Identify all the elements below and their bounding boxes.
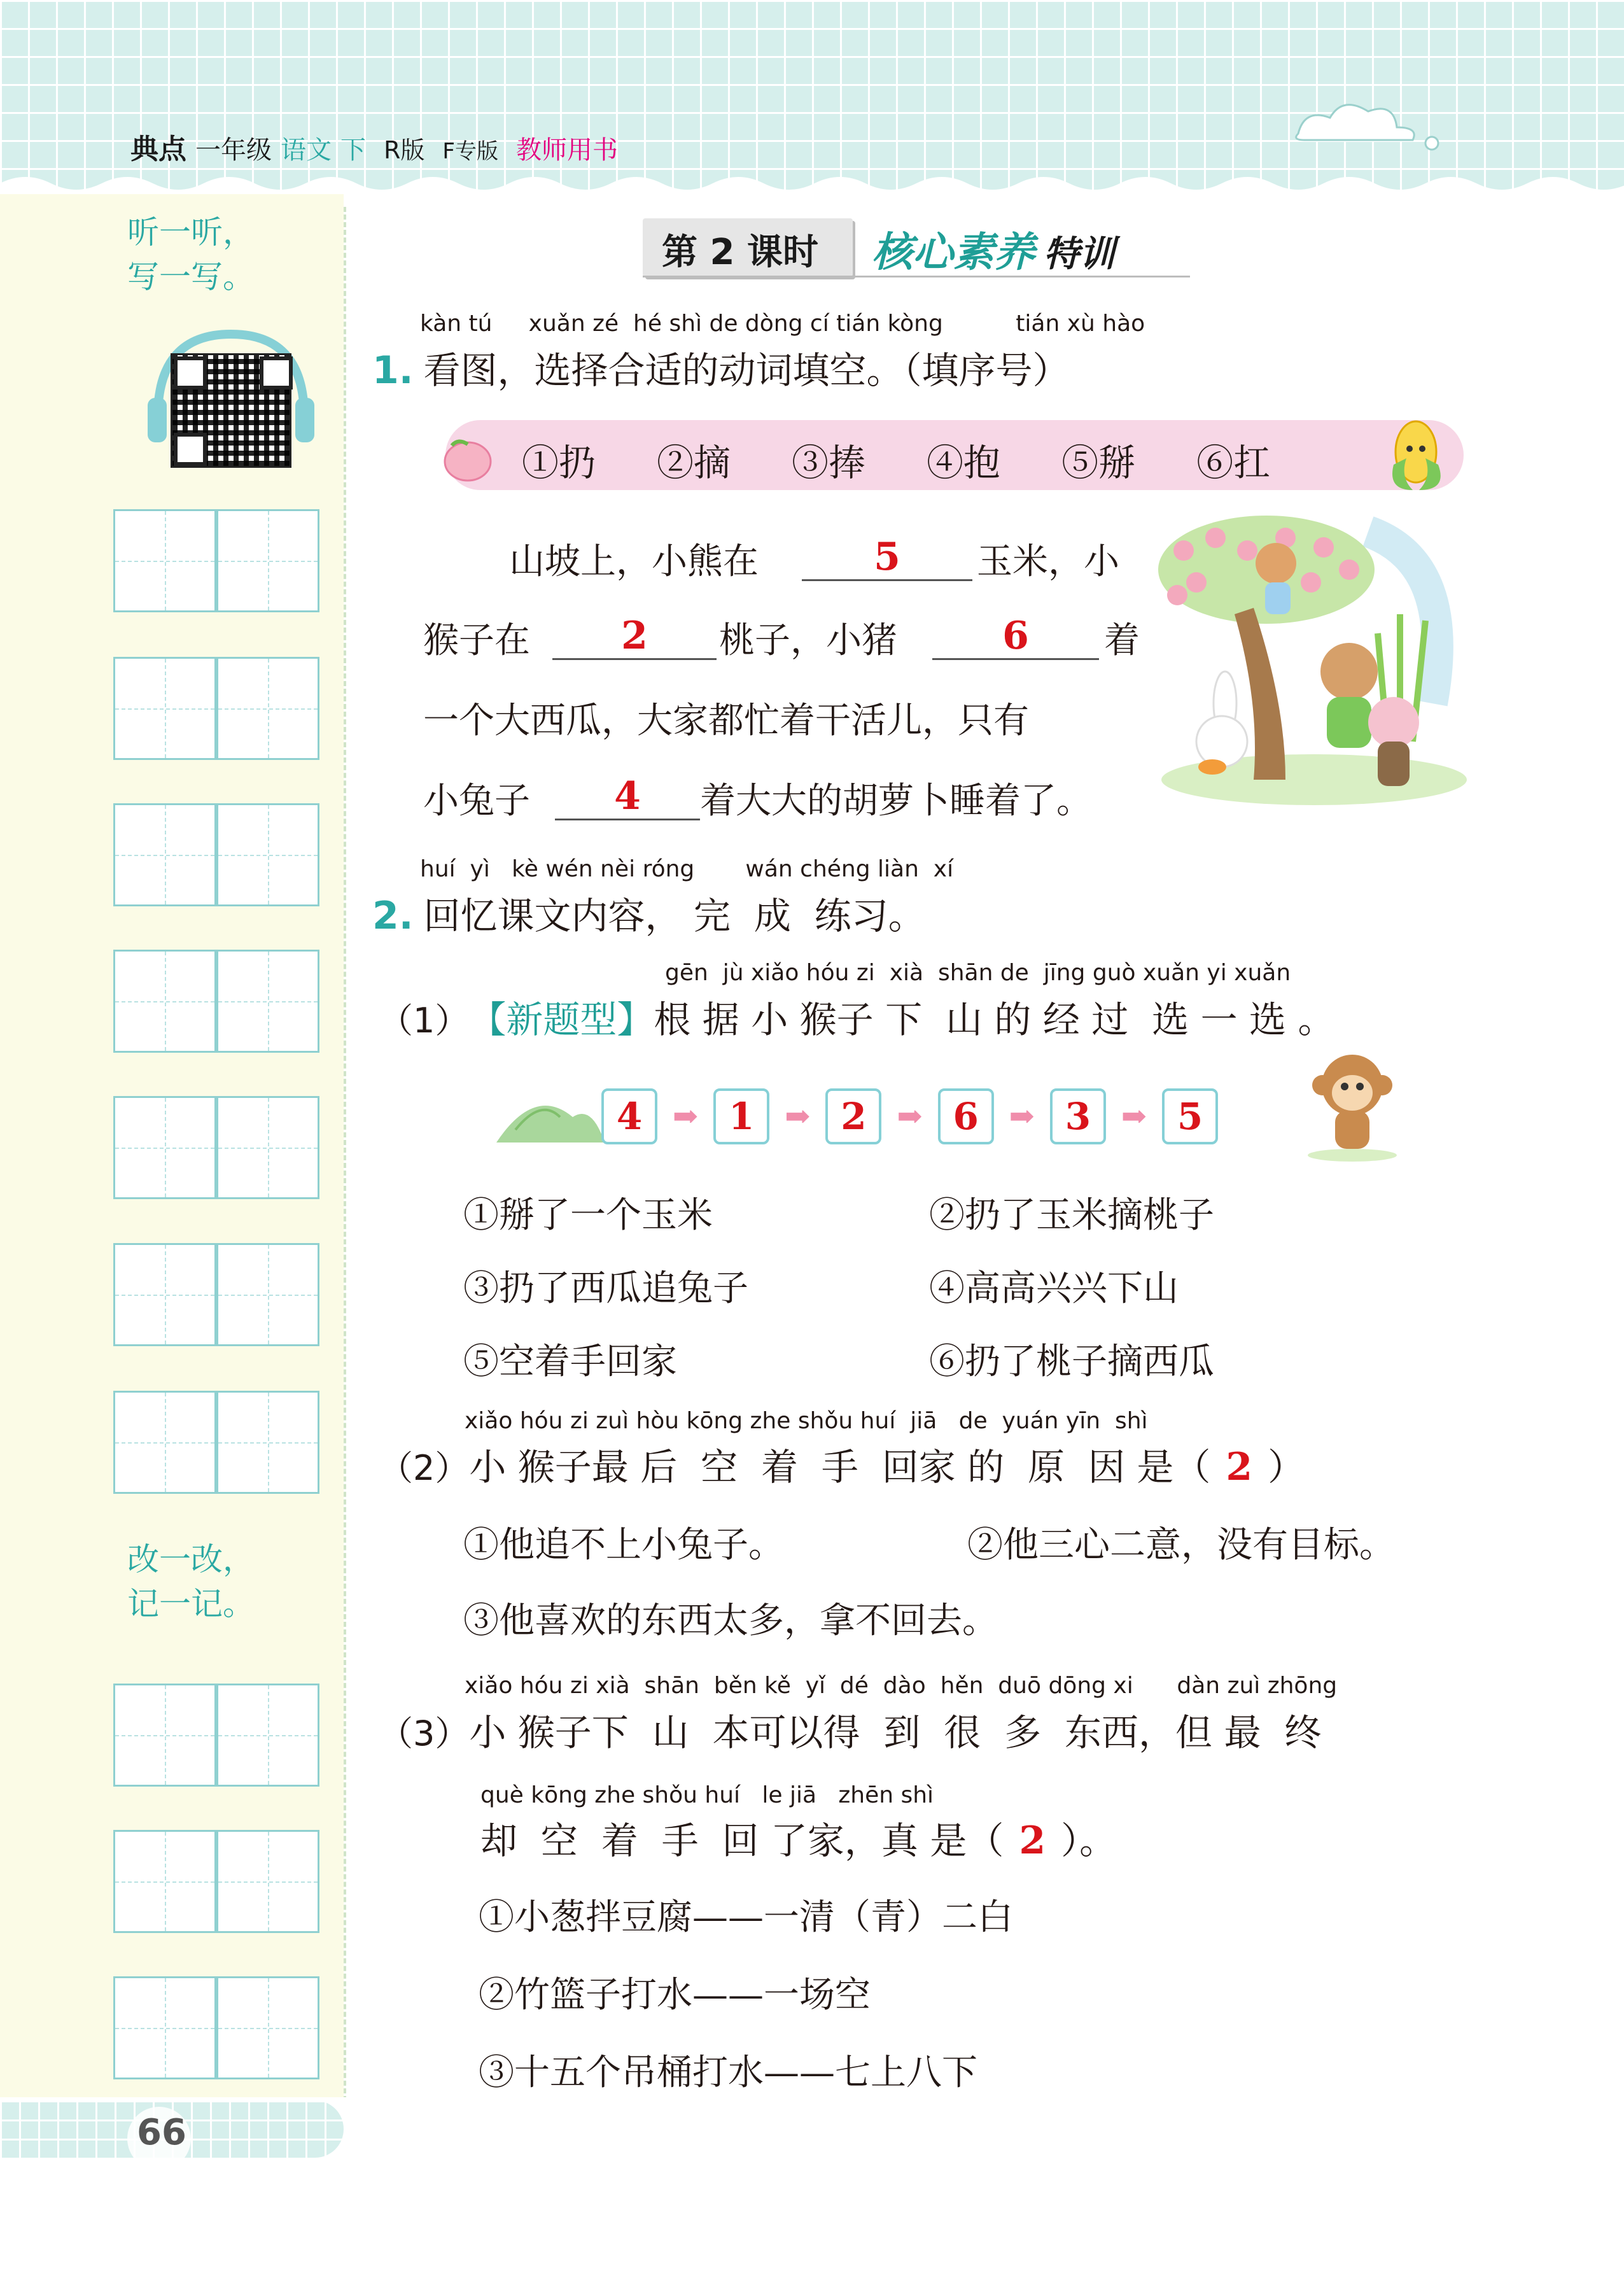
sequence-box[interactable] [713,1088,769,1144]
tian-grid-box[interactable] [113,1096,216,1199]
tian-grid-box[interactable] [113,803,216,906]
q2-text: 回忆课文内容， 完 成 练习。 [423,894,925,938]
lesson-label: 第 2 课时 [662,232,818,273]
word-choice: ⑥扛 [1196,441,1271,484]
qr-corner-icon [174,433,207,466]
answer-1: 5 [874,535,900,579]
page-number: 66 [137,2112,186,2153]
q2-3-heading [379,1703,1321,1756]
q2-3-text-2: 却 空 着 手 回 了家，真 是（ [480,1819,1004,1862]
header-volume: 下 [340,136,366,165]
sequence-box[interactable] [825,1088,881,1144]
blank-2[interactable] [552,614,717,660]
qr-corner-icon [260,356,293,390]
write-note-line: 写一写。 [127,258,255,295]
header-subject: 语文 [281,136,332,165]
listen-note-line: 听一听， [127,214,255,251]
tian-grid-box[interactable] [113,950,216,1053]
q2-3-option-2: ②竹篮子打水——一场空 [479,1974,871,2016]
q2-2-heading [379,1437,1305,1491]
q2-1-option-5: ⑤空着手回家 [463,1341,677,1382]
arrow-right-icon: ➡ [673,1099,699,1134]
header-special: F专版 [442,139,498,164]
arrow-right-icon: ➡ [785,1099,811,1134]
q2-heading [372,886,925,939]
q2-1-option-4: ④高高兴兴下山 [929,1268,1179,1309]
passage-line-2b: 桃子，小猪 [719,620,897,661]
passage-line-2a: 猴子在 [423,620,530,661]
qr-headphone-block[interactable] [145,321,317,468]
arrow-right-icon: ➡ [897,1099,923,1134]
passage-line-1a: 山坡上，小熊在 [509,541,759,582]
header-meta [130,126,618,167]
tian-grid-box[interactable] [216,803,319,906]
q2-1-text: 根 据 小 猴子 下 山 的 经 过 选 一 选 。 [654,998,1335,1041]
tian-grid-box[interactable] [216,509,319,612]
sequence-box[interactable] [1050,1088,1106,1144]
q2-2-option-1: ①他追不上小兔子。 [463,1524,784,1566]
arrow-right-icon: ➡ [1121,1099,1147,1134]
q2-3-text-1: 小 猴子下 山 本可以得 到 很 多 东西，但 最 终 [469,1711,1322,1754]
q2-2-label: （2） [379,1448,470,1488]
new-type-tag: 【新题型】 [469,998,654,1041]
q2-pinyin: huí yì kè wén nèi róng wán chéng liàn xí [420,856,954,882]
passage-line-3: 一个大西瓜，大家都忙着干活儿，只有 [423,700,1029,742]
q1-text: 看图，选择合适的动词填空。（填序号） [423,349,1070,392]
tian-grid-box[interactable] [113,1830,216,1933]
tian-grid-box[interactable] [113,1976,216,2079]
tian-grid-box[interactable] [113,657,216,760]
correct-note-line: 改一改， [127,1541,255,1578]
q2-3-option-3: ③十五个吊桶打水——七上八下 [479,2052,977,2093]
brand-logo: 典点 [130,133,186,165]
sidebar-divider [344,207,346,2116]
passage-line-1b: 玉米，小 [977,541,1119,582]
q2-3-answer[interactable]: 2 [1019,1818,1046,1863]
q2-2-option-3: ③他喜欢的东西太多，拿不回去。 [463,1600,998,1642]
word-choice: ④抱 [927,441,1001,484]
remember-note-line: 记一记。 [127,1585,255,1622]
tian-grid-box[interactable] [113,1243,216,1346]
tian-grid-box[interactable] [216,1243,319,1346]
q2-2-pinyin: xiǎo hóu zi zuì hòu kōng zhe shǒu huí jiā de yuán yīn shì [465,1408,1148,1434]
word-choices [522,433,1270,486]
q2-2-option-2: ②他三心二意，没有目标。 [967,1524,1395,1566]
q2-3-label: （3） [379,1713,470,1754]
title-underline [643,276,1190,278]
sequence-answer: 5 [1177,1095,1203,1138]
q2-3-option-1: ①小葱拌豆腐——一清（青）二白 [479,1897,1013,1938]
passage-line-4b: 着大大的胡萝卜睡着了。 [700,780,1092,822]
q2-1-pinyin: gēn jù xiǎo hóu zi xià shān de jīng guò xuǎn yi xuǎn [665,960,1291,986]
header-wave-edge [0,171,1624,196]
sequence-answer: 2 [841,1095,867,1138]
q2-3-line-2 [480,1811,1116,1864]
q2-1-option-1: ①掰了一个玉米 [463,1195,713,1236]
q2-2-text: 小 猴子最 后 空 着 手 回家 的 原 因 是（ [469,1445,1211,1489]
sequence-row [601,1088,1218,1144]
sequence-box[interactable] [1162,1088,1218,1144]
tian-grid-box[interactable] [113,1391,216,1494]
answer-2: 2 [621,614,648,658]
tian-grid-box[interactable] [216,1684,319,1787]
sequence-answer: 3 [1065,1095,1091,1138]
answer-3: 6 [1002,614,1029,658]
tian-grid-box[interactable] [216,1830,319,1933]
qr-corner-icon [174,356,207,390]
q2-number: 2. [372,894,414,938]
tian-grid-box[interactable] [216,657,319,760]
word-choice: ②摘 [657,441,731,484]
q1-pinyin: kàn tú xuǎn zé hé shì de dòng cí tián kòng tián xù hào [420,311,1145,337]
mountain-icon [496,1079,605,1149]
tian-grid-box[interactable] [216,1391,319,1494]
q2-2-close: ） [1268,1445,1305,1489]
sequence-box[interactable] [938,1088,994,1144]
q2-1-option-2: ②扔了玉米摘桃子 [929,1195,1214,1236]
q2-1-label: （1） [379,1001,470,1041]
blank-3[interactable] [932,614,1099,660]
q1-heading [372,341,1070,394]
header-edition: R版 [384,136,425,164]
q2-2-answer[interactable]: 2 [1226,1445,1253,1489]
core-literacy-label: 核心素养 [872,229,1035,276]
monkey-icon [1305,1047,1400,1162]
header-book-type: 教师用书 [515,136,618,165]
tian-grid-box[interactable] [113,509,216,612]
q2-1-option-3: ③扔了西瓜追兔子 [463,1268,748,1309]
arrow-right-icon: ➡ [1009,1099,1035,1134]
peach-icon [439,433,496,484]
header-grade: 一年级 [195,136,272,165]
word-choice: ③捧 [792,441,866,484]
corn-mascot-icon [1381,414,1451,496]
q2-1-option-6: ⑥扔了桃子摘西瓜 [929,1341,1214,1382]
word-choice: ①扔 [522,441,596,484]
q1-number: 1. [372,348,414,393]
tian-grid-box[interactable] [216,1096,319,1199]
word-choice: ⑤掰 [1061,441,1136,484]
sequence-box[interactable] [601,1088,657,1144]
cloud-icon [1285,83,1451,153]
sequence-answer: 6 [953,1095,979,1138]
blank-1[interactable] [802,535,972,581]
correct-note [127,1537,255,1626]
special-training-label: 特训 [1044,234,1115,275]
tian-grid-box[interactable] [216,1976,319,2079]
q2-3-close: ）。 [1061,1819,1117,1862]
animals-tree-illustration [1158,512,1470,812]
answer-4: 4 [614,774,641,819]
q2-1-heading [379,990,1335,1043]
sequence-answer: 1 [729,1095,755,1138]
passage-line-4a: 小兔子 [423,780,530,822]
sequence-answer: 4 [616,1095,643,1138]
blank-4[interactable] [555,774,700,820]
passage-line-2c: 着 [1104,620,1140,661]
q2-3-pinyin-2: què kōng zhe shǒu huí le jiā zhēn shì [480,1782,934,1808]
tian-grid-box[interactable] [216,950,319,1053]
listen-note [127,210,255,299]
tian-grid-box[interactable] [113,1684,216,1787]
q2-3-pinyin-1: xiǎo hóu zi xià shān běn kě yǐ dé dào hěn duō dōng xi dàn zuì zhōng [465,1673,1338,1699]
